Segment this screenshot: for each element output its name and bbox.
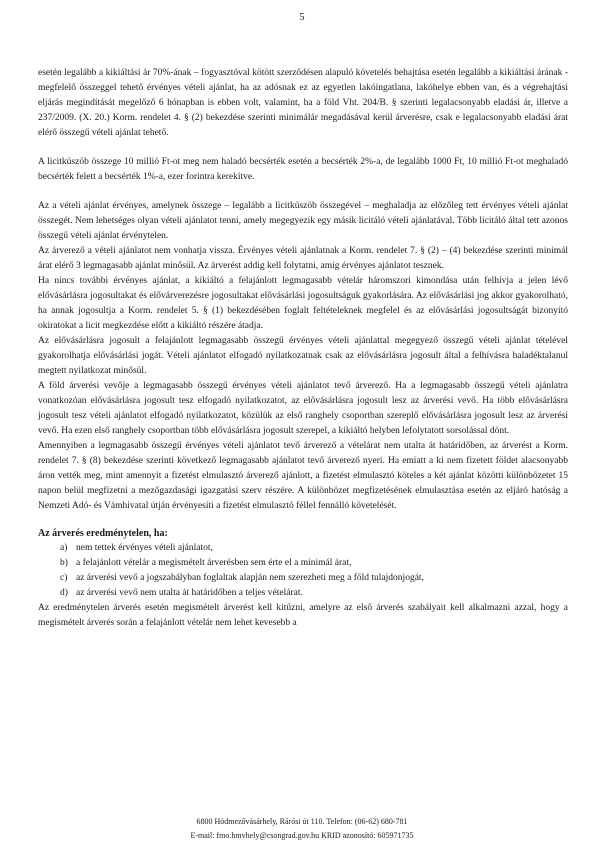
list-item [60,541,568,556]
conditions-list [38,541,568,601]
list-item-text: nem tettek érvényes vételi ajánlatot, [76,543,213,553]
paragraph: Az árverező a vételi ajánlatot nem vonhatja vissza. Érvényes vételi ajánlatnak a Korm. rendelet 7. § (2) – (4) bekezdése szerinti minimál árat elérő 3 legmagasabb ajánlat minősül. Az árverést addig kell folytatni, amíg érvényes ajánlatot tesznek. [38,246,568,271]
footer-contact: E-mail: fmo.hmvhely@csongrad.gov.hu KRID azonosító: 605971735 [190,831,414,840]
list-item-text: az árverési vevő nem utalta át határidőben a teljes vételárat. [76,588,303,598]
section-title: Az árverés eredménytelen, ha: [38,528,168,539]
list-item-text: a felajánlott vételár a megismételt árverésben sem érte el a minimál árat, [76,558,352,568]
paragraph: esetén legalább a kikiáltási ár 70%-ának – fogyasztóval kötött szerződésen alapuló követelés behajtása esetén legalább a kikiáltási árának - megfelelő összeggel tehető érvényes vételi ajánlat, ha az adósnak ez az egyetlen lakóingatlana, lakóhelye ebben van, és a végrehajtási eljárás megindítását megelőző 6 hónapban is ebben volt, valamint, ha a föld Vht. 204/B. § szerinti legalacsonyabb eladási ár, illetve a 237/2009. (X. 20.) Korm. rendelet 4. § (2) bekezdése szerinti minimálár megadásával kerül árverésre, csak e legalacsonyabb eladási árat elérő összegű vételi ajánlat tehető. [38,68,568,138]
paragraph: Ha nincs további érvényes ajánlat, a kikiáltó a felajánlott legmagasabb vételár háromszori kimondása után felhívja a jelen lévő elővásárlásra jogosultakat és elővárverezésre jogosultakat elővásárlási jogosultságuk gyakorlására. Az elővásárlási jog akkor gyakorolható, ha annak jogosultja a Korm. rendelet 5. § (1) bekezdésében foglalt feltételeknek megfelel és az elővásárlási jogosultságát bizonyító okiratokat a licit megkezdése előtt a kikiáltó részére átadja. [38,276,568,331]
list-marker: c) [60,573,68,583]
list-item [60,571,568,586]
paragraph: Amennyiben a legmagasabb összegű érvényes vételi ajánlatot tevő árverező a vételárat nem utalta át határidőben, az árverést a Korm. rendelet 7. § (8) bekezdése szerinti következő legmagasabb ajánlatot tevő árverező nyeri. Ha emiatt a ki nem fizetett földet alacsonyabb áron vették meg, mint amennyit a fizetést elmulasztó árverező ajánlott, a fizetést elmulasztó köteles a két ajánlat közötti különbözetet 15 napon belül megfizetni a mezőgazdasági igazgatási szerv részére. A különbözet megfizetésének elmulasztása esetén az eljáró hatóság a Nemzeti Adó- és Vámhivatal útján érvényesíti a fizetést elmulasztó féllel fennálló követelését. [38,441,568,511]
list-item-text: az árverési vevő a jogszabályban foglaltak alapján nem szerezheti meg a föld tulajdonjogát, [76,573,424,583]
paragraph: A licitküszöb összege 10 millió Ft-ot meg nem haladó becsérték esetén a becsérték 2%-a, de legalább 1000 Ft, 10 millió Ft-ot meghaladó becsérték felett a becsérték 1%-a, ezer forintra kerekítve. [38,157,568,182]
document-body [38,66,568,631]
paragraph: Az elővásárlásra jogosult a felajánlott legmagasabb összegű érvényes vételi ajánlattal megegyező összegű vételi ajánlat tételével gyakorolhatja elővásárlási jogát. Vételi ajánlatot elfogadó nyilatkozatnak csak az elővásárlásra jogosult által a felhívásra haladéktalanul megtett nyilatkozat minősül. [38,336,568,376]
footer-address: 6800 Hódmezővásárhely, Rárósi út 110. Telefon: (06-62) 680-781 [196,817,408,826]
list-marker: b) [60,558,68,568]
list-item [60,586,568,601]
paragraph: Az eredménytelen árverés esetén megismételt árverést kell kitűzni, amelyre az első árverés szabályait kell alkalmazni azzal, hogy a megismételt árverés során a felajánlott vételár nem lehet kevesebb a [38,603,568,628]
list-marker: a) [60,543,68,553]
list-item [60,556,568,571]
page-number: 5 [299,12,305,23]
paragraph: A föld árverési vevője a legmagasabb összegű érvényes vételi ajánlatot tevő árverező. Ha a legmagasabb összegű vételi ajánlatra vonatkozóan elővásárlásra jogosult tesz elfogadó nyilatkozatot, az elővásárlásra jogosult lesz az árverési vevő. Ha több elővásárlásra jogosult tesz vételi ajánlatot elfogadó nyilatkozatot, közülük az első ranghely csoportban szereplő elővásárlásra jogosult lesz az árverési vevő. Ha ezen első ranghely csoportban több elővásárlásra jogosult szerepel, a kikiáltó helyben lefolytatott sorsolással dönt. [38,381,568,436]
paragraph: Az a vételi ajánlat érvényes, amelynek összege – legalább a licitküszöb összegével – meghaladja az előzőleg tett érvényes vételi ajánlat összegét. Nem lehetséges olyan vételi ajánlatot tenni, amely megegyezik egy másik licitáló vételi ajánlatával. Több licitáló által tett azonos összegű vételi ajánlat érvénytelen. [38,201,568,241]
list-marker: d) [60,588,68,598]
